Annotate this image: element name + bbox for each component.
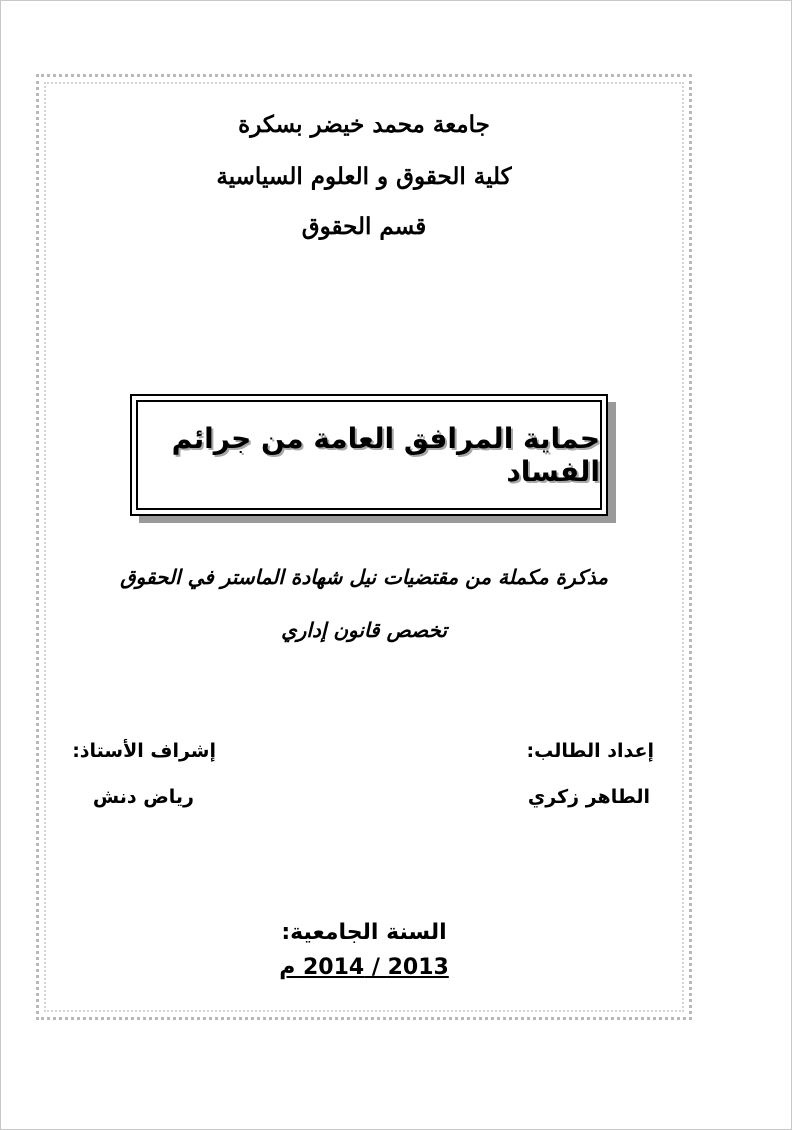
university-name: جامعة محمد خيضر بسكرة <box>238 111 490 138</box>
thesis-purpose: مذكرة مكملة من مقتضيات نيل شهادة الماستر في الحقوق <box>120 565 608 589</box>
supervisor-label: إشراف الأستاذ: <box>72 740 216 762</box>
department-name: قسم الحقوق <box>301 213 427 240</box>
title-box <box>130 394 608 516</box>
title-box-inner-border <box>136 400 602 510</box>
supervisor-name: رياض دنش <box>92 786 194 808</box>
faculty-name: كلية الحقوق و العلوم السياسية <box>216 163 512 190</box>
academic-year-value: 2013 / 2014 م <box>279 955 449 980</box>
thesis-specialization: تخصص قانون إداري <box>281 618 447 642</box>
student-name: الطاهر زكري <box>527 786 650 808</box>
prepared-by-label: إعداد الطالب: <box>526 740 654 762</box>
academic-year-label: السنة الجامعية: <box>281 920 447 945</box>
thesis-title: حماية المرافق العامة من جرائم الفساد <box>171 422 600 488</box>
